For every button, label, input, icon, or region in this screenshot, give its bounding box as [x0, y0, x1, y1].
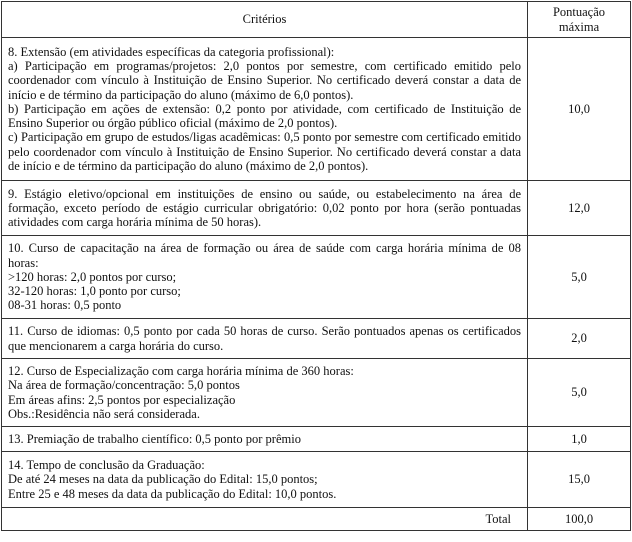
criterion-item: De até 24 meses na data da publicação do Edital: 15,0 pontos; [8, 472, 318, 487]
criteria-column-header: Critérios [2, 2, 528, 38]
criterion-item: Em áreas afins: 2,5 pontos por especialização [8, 392, 236, 407]
criterion-item: c) Participação em grupo de estudos/ligas acadêmicas: 0,5 ponto por semestre com certificado emitido pelo coordenador com vínculo à Instituição de Ensino Superior. No certificado deverá constar a data de início e de término da participação do aluno (máximo de 2,0 pontos). [8, 130, 521, 173]
criterion-cell [2, 181, 528, 236]
criterion-title: 14. Tempo de conclusão da Graduação: [8, 458, 205, 473]
criterion-item: Entre 25 e 48 meses da data da publicação do Edital: 10,0 pontos. [8, 486, 337, 501]
total-value: 100,0 [528, 508, 631, 531]
table-row [2, 359, 631, 427]
table-row [2, 427, 631, 452]
score-cell: 12,0 [528, 181, 631, 236]
criterion-cell [2, 359, 528, 427]
criterion-item: Na área de formação/concentração: 5,0 pontos [8, 378, 240, 393]
score-cell: 5,0 [528, 236, 631, 319]
max-score-column-header: Pontuação máxima [528, 2, 631, 38]
table-row [2, 181, 631, 236]
criterion-item: b) Participação em ações de extensão: 0,2 ponto por atividade, com certificado de Instituição de Ensino Superior ou órgão público oficial (máximo de 2,0 pontos). [8, 101, 521, 131]
criterion-item: a) Participação em programas/projetos: 2,0 pontos por semestre, com certificado emitido pelo coordenador com vínculo à Instituição de Ensino Superior. No certificado deverá constar a data de início e de término da participação do aluno (máximo de 6,0 pontos). [8, 59, 521, 102]
table-row [2, 236, 631, 319]
criterion-item: 08-31 horas: 0,5 ponto [8, 298, 122, 313]
criterion-cell [2, 452, 528, 508]
table-row [2, 319, 631, 359]
table-header-row [2, 2, 631, 38]
criterion-item: >120 horas: 2,0 pontos por curso; [8, 269, 177, 284]
criterion-title: 8. Extensão (em atividades específicas da categoria profissional): [8, 45, 335, 60]
criterion-cell [2, 427, 528, 452]
criterion-cell [2, 319, 528, 359]
score-cell: 10,0 [528, 38, 631, 181]
criterion-title: 10. Curso de capacitação na área de formação ou área de saúde com carga horária mínima de 08 horas: [8, 241, 521, 270]
total-row [2, 508, 631, 531]
score-cell: 15,0 [528, 452, 631, 508]
total-label: Total [2, 508, 528, 531]
table-row [2, 38, 631, 181]
criterion-item: 32-120 horas: 1,0 ponto por curso; [8, 284, 181, 299]
score-cell: 1,0 [528, 427, 631, 452]
criteria-table [1, 1, 631, 531]
criterion-cell [2, 38, 528, 181]
score-cell: 2,0 [528, 319, 631, 359]
criterion-item: Obs.:Residência não será considerada. [8, 406, 200, 421]
table-row [2, 452, 631, 508]
criterion-title: 13. Premiação de trabalho científico: 0,5 ponto por prêmio [8, 431, 301, 446]
criterion-title: 11. Curso de idiomas: 0,5 ponto por cada 50 horas de curso. Serão pontuados apenas os certificados que mencionarem a carga horária do curso. [8, 324, 521, 353]
score-cell: 5,0 [528, 359, 631, 427]
criterion-title: 9. Estágio eletivo/opcional em instituições de ensino ou saúde, ou estabelecimento na área de formação, exceto período de estágio curricular obrigatório: 0,02 ponto por hora (serão pontuadas atividades com carga horária mínima de 50 horas). [8, 186, 521, 230]
criterion-title: 12. Curso de Especialização com carga horária mínima de 360 horas: [8, 364, 354, 379]
criterion-cell [2, 236, 528, 319]
